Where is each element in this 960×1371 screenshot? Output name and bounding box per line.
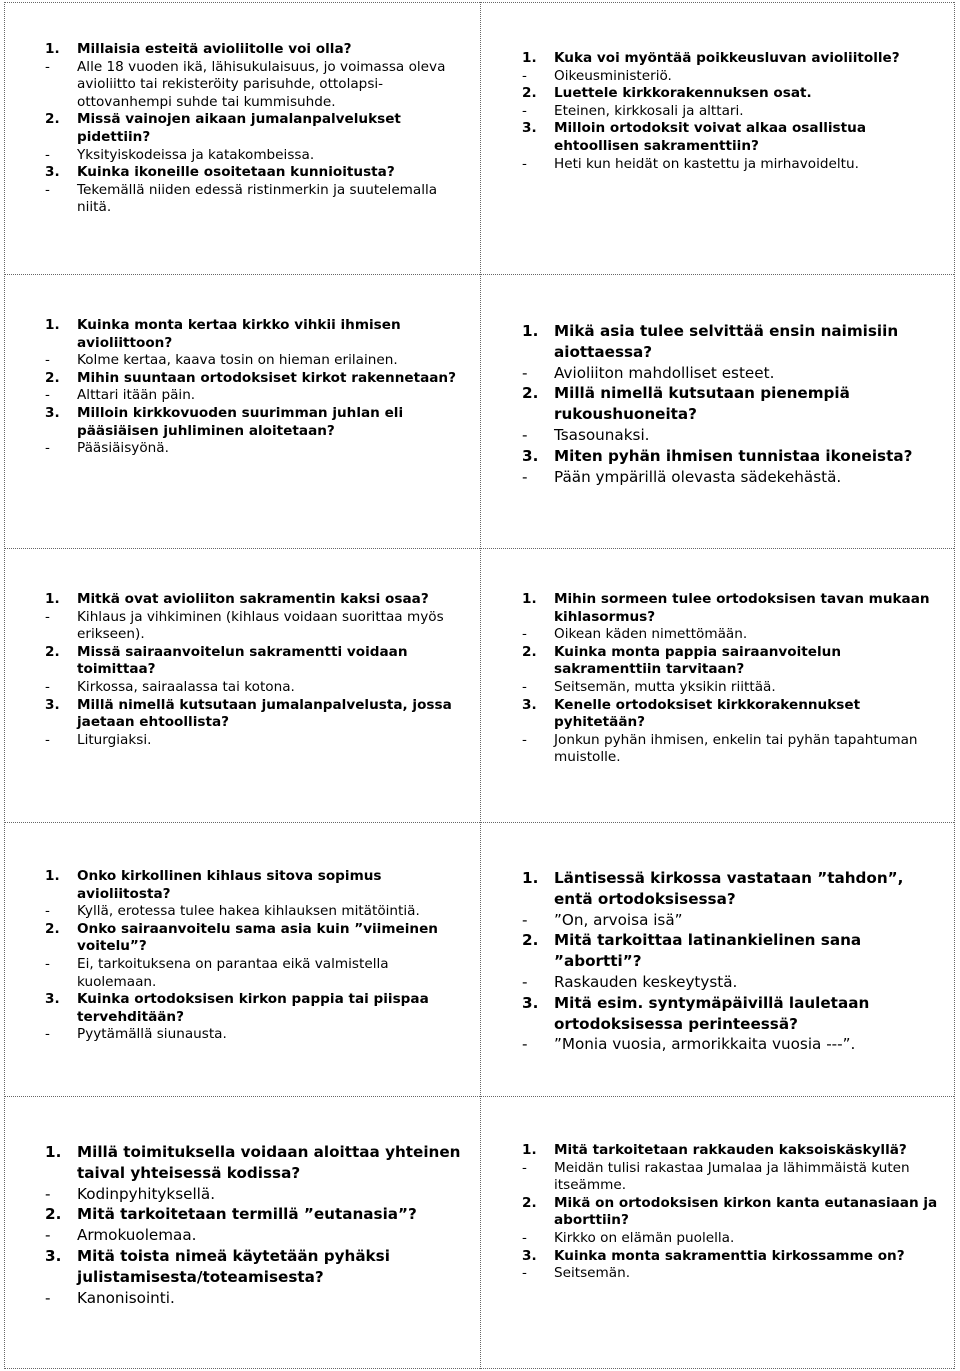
question-item [522, 446, 947, 488]
cut-line-top [4, 2, 954, 3]
question-text: Kuinka monta sakramenttia kirkossamme on? [554, 1247, 905, 1264]
question-text: Kenelle ortodoksiset kirkkorakennukset pyhitetään? [554, 696, 861, 731]
answer-text: Tekemällä niiden edessä ristinmerkin ja suutelemalla niitä. [77, 181, 438, 216]
question-text: Mitä toista nimeä käytetään pyhäksi julistamisesta/toteamisesta? [77, 1246, 390, 1286]
dash-bullet: - [522, 363, 528, 382]
answer-text: Kihlaus ja vihkiminen (kihlaus voidaan suorittaa myös erikseen). [77, 608, 444, 643]
question-text: Kuinka monta kertaa kirkko vihkii ihmisen avioliittoon? [77, 317, 401, 351]
question-text: Läntisessä kirkossa vastataan ”tahdon”, entä ortodoksisessa? [554, 869, 904, 908]
dash-bullet: - [45, 1026, 50, 1043]
question-item [45, 1142, 465, 1204]
question-number: 3. [522, 120, 537, 137]
dash-bullet: - [45, 58, 50, 75]
answer-text: Kodinpyhityksellä. [77, 1184, 216, 1203]
answer-text: ”On, arvoisa isä” [554, 910, 683, 929]
answer-text: Avioliiton mahdolliset esteet. [554, 363, 775, 382]
question-text: Millä nimellä kutsutaan jumalanpalvelusta, jossa jaetaan ehtoollista? [77, 696, 452, 731]
answer-text: Heti kun heidät on kastettu ja mirhavoideltu. [554, 155, 859, 172]
question-number: 1. [522, 1142, 537, 1158]
question-item [522, 85, 947, 120]
answer-text: Pään ympärillä olevasta sädekehästä. [554, 467, 842, 486]
question-text: Mihin sormeen tulee ortodoksisen tavan mukaan kihlasormus? [554, 591, 930, 625]
cut-line-middle [480, 2, 481, 1369]
question-number: 1. [45, 41, 60, 57]
question-item [522, 120, 947, 173]
dash-bullet: - [522, 1159, 527, 1176]
dash-bullet: - [45, 1288, 51, 1307]
answer-text: Oikeusministeriö. [554, 67, 672, 84]
question-text: Milloin kirkkovuoden suurimman juhlan eli pääsiäisen juhliminen aloitetaan? [77, 404, 404, 439]
question-text: Kuinka ikoneille osoitetaan kunnioitusta? [77, 164, 395, 181]
question-text: Missä sairaanvoitelun sakramentti voidaan toimittaa? [77, 643, 408, 678]
question-number: 1. [45, 868, 60, 884]
quiz-card [522, 321, 947, 487]
answer-text: Armokuolemaa. [77, 1226, 197, 1245]
dash-bullet: - [522, 102, 527, 119]
question-item [522, 1248, 947, 1283]
question-number: 3. [45, 164, 60, 181]
question-item [45, 111, 465, 164]
dash-bullet: - [45, 1184, 51, 1203]
question-text: Missä vainojen aikaan jumalanpalvelukset pidettiin? [77, 111, 401, 145]
question-item [522, 1195, 947, 1248]
dash-bullet: - [45, 181, 50, 198]
answer-text: Pyytämällä siunausta. [77, 1026, 227, 1043]
question-number: 3. [45, 991, 60, 1008]
dash-bullet: - [522, 910, 528, 929]
question-number: 1. [522, 50, 537, 66]
cut-line-left [4, 2, 5, 1369]
question-number: 1. [45, 317, 60, 333]
dash-bullet: - [45, 731, 50, 748]
dash-bullet: - [45, 903, 50, 920]
question-item [522, 644, 947, 697]
dash-bullet: - [522, 731, 527, 748]
dash-bullet: - [522, 67, 527, 84]
answer-text: Liturgiaksi. [77, 731, 152, 748]
answer-text: Kyllä, erotessa tulee hakea kihlauksen mitätöintiä. [77, 903, 420, 920]
cut-line-bottom [4, 1368, 954, 1369]
cut-line-row-2 [4, 548, 954, 549]
dash-bullet: - [522, 467, 528, 486]
cut-line-right [954, 2, 955, 1369]
question-number: 2. [45, 369, 60, 386]
question-item [522, 1142, 947, 1195]
question-number: 2. [45, 920, 60, 937]
answer-text: Kolme kertaa, kaava tosin on hieman erilainen. [77, 352, 398, 369]
answer-text: Pääsiäisyönä. [77, 440, 169, 457]
question-text: Kuinka ortodoksisen kirkon pappia tai piispaa tervehditään? [77, 991, 429, 1025]
question-text: Mihin suuntaan ortodoksiset kirkot rakennetaan? [77, 369, 456, 386]
question-text: Mitä tarkoitetaan termillä ”eutanasia”? [77, 1205, 417, 1224]
question-item [45, 921, 465, 991]
dash-bullet: - [45, 678, 50, 695]
question-number: 3. [522, 1247, 537, 1264]
question-item [522, 697, 947, 767]
quiz-card [522, 1142, 947, 1283]
question-number: 3. [45, 1246, 62, 1265]
quiz-card [45, 591, 465, 749]
answer-text: Seitsemän, mutta yksikin riittää. [554, 678, 776, 695]
answer-text: Eteinen, kirkkosali ja alttari. [554, 102, 744, 119]
dash-bullet: - [45, 955, 50, 972]
question-item [45, 317, 465, 370]
question-number: 3. [522, 696, 537, 713]
question-item [522, 591, 947, 644]
dash-bullet: - [522, 972, 528, 991]
answer-text: Yksityiskodeissa ja katakombeissa. [77, 146, 315, 163]
quiz-card [522, 591, 947, 767]
dash-bullet: - [522, 678, 527, 695]
quiz-card [45, 317, 465, 458]
question-item [45, 1246, 465, 1308]
question-item [45, 41, 465, 111]
question-item [522, 868, 947, 930]
question-text: Mikä on ortodoksisen kirkon kanta eutanasiaan ja aborttiin? [554, 1194, 938, 1229]
dash-bullet: - [522, 626, 527, 643]
cut-line-row-1 [4, 274, 954, 275]
question-text: Onko kirkollinen kihlaus sitova sopimus avioliitosta? [77, 868, 382, 902]
question-item [522, 993, 947, 1055]
answer-text: Alttari itään päin. [77, 387, 196, 404]
dash-bullet: - [522, 1035, 528, 1054]
question-number: 1. [522, 591, 537, 607]
answer-text: ”Monia vuosia, armorikkaita vuosia ---”. [554, 1035, 856, 1054]
question-number: 2. [522, 384, 539, 403]
question-text: Millä nimellä kutsutaan pienempiä rukoushuoneita? [554, 384, 850, 424]
question-number: 2. [45, 643, 60, 660]
question-text: Luettele kirkkorakennuksen osat. [554, 85, 812, 102]
answer-text: Kirkko on elämän puolella. [554, 1229, 735, 1246]
question-number: 1. [522, 322, 539, 340]
question-text: Mitä esim. syntymäpäivillä lauletaan ortodoksisessa perinteessä? [554, 993, 870, 1033]
question-text: Mitkä ovat avioliiton sakramentin kaksi osaa? [77, 591, 429, 607]
question-number: 1. [522, 869, 539, 887]
question-text: Millaisia esteitä avioliitolle voi olla? [77, 41, 352, 57]
cut-line-row-4 [4, 1096, 954, 1097]
question-text: Miten pyhän ihmisen tunnistaa ikoneista? [554, 446, 913, 465]
question-item [45, 370, 465, 405]
question-number: 2. [522, 643, 537, 660]
question-number: 3. [522, 446, 539, 465]
question-number: 1. [45, 1143, 62, 1161]
dash-bullet: - [45, 387, 50, 404]
answer-text: Tsasounaksi. [554, 425, 650, 444]
question-text: Mitä tarkoittaa latinankielinen sana ”abortti”? [554, 931, 862, 971]
question-text: Mikä asia tulee selvittää ensin naimisiin aiottaessa? [554, 322, 899, 361]
answer-text: Kanonisointi. [77, 1288, 175, 1307]
question-number: 1. [45, 591, 60, 607]
quiz-card [522, 50, 947, 173]
question-number: 3. [45, 404, 60, 421]
answer-text: Jonkun pyhän ihmisen, enkelin tai pyhän tapahtuman muistolle. [554, 731, 918, 766]
question-text: Milloin ortodoksit voivat alkaa osallistua ehtoollisen sakramenttiin? [554, 120, 866, 154]
answer-text: Oikean käden nimettömään. [554, 626, 748, 643]
quiz-card [45, 41, 465, 217]
question-item [522, 321, 947, 383]
question-number: 3. [522, 993, 539, 1012]
question-item [45, 991, 465, 1044]
answer-text: Ei, tarkoituksena on parantaa eikä valmistella kuolemaan. [77, 955, 389, 990]
question-item [45, 1204, 465, 1246]
dash-bullet: - [522, 1265, 527, 1282]
answer-text: Seitsemän. [554, 1265, 631, 1282]
answer-text: Alle 18 vuoden ikä, lähisukulaisuus, jo voimassa oleva avioliitto tai rekisteröity parisuhde, ottolapsi-ottovanhempi suhde tai kummisuhde. [77, 58, 446, 110]
quiz-card [522, 868, 947, 1055]
cut-line-row-3 [4, 822, 954, 823]
question-item [522, 383, 947, 445]
question-item [45, 164, 465, 217]
answer-text: Kirkossa, sairaalassa tai kotona. [77, 678, 295, 695]
question-number: 2. [45, 111, 60, 128]
question-text: Kuinka monta pappia sairaanvoitelun sakramenttiin tarvitaan? [554, 643, 842, 678]
dash-bullet: - [522, 425, 528, 444]
answer-text: Meidän tulisi rakastaa Jumalaa ja lähimmäistä kuten itseämme. [554, 1159, 910, 1194]
question-number: 2. [522, 931, 539, 950]
question-item [45, 868, 465, 921]
dash-bullet: - [522, 1229, 527, 1246]
dash-bullet: - [45, 608, 50, 625]
question-item [45, 405, 465, 458]
question-number: 2. [522, 85, 537, 102]
question-item [45, 644, 465, 697]
dash-bullet: - [45, 1226, 51, 1245]
dash-bullet: - [45, 440, 50, 457]
dash-bullet: - [45, 352, 50, 369]
dash-bullet: - [45, 146, 50, 163]
question-text: Millä toimituksella voidaan aloittaa yhteinen taival yhteisessä kodissa? [77, 1143, 461, 1182]
question-item [45, 697, 465, 750]
question-text: Kuka voi myöntää poikkeusluvan avioliitolle? [554, 50, 900, 66]
question-text: Onko sairaanvoitelu sama asia kuin ”viimeinen voitelu”? [77, 920, 438, 955]
quiz-card [45, 1142, 465, 1308]
question-text: Mitä tarkoitetaan rakkauden kaksoiskäskyllä? [554, 1142, 907, 1158]
dash-bullet: - [522, 155, 527, 172]
question-number: 3. [45, 696, 60, 713]
quiz-card [45, 868, 465, 1044]
question-item [522, 930, 947, 992]
question-item [45, 591, 465, 644]
question-number: 2. [522, 1194, 537, 1211]
question-item [522, 50, 947, 85]
answer-text: Raskauden keskeytystä. [554, 972, 738, 991]
question-number: 2. [45, 1205, 62, 1224]
